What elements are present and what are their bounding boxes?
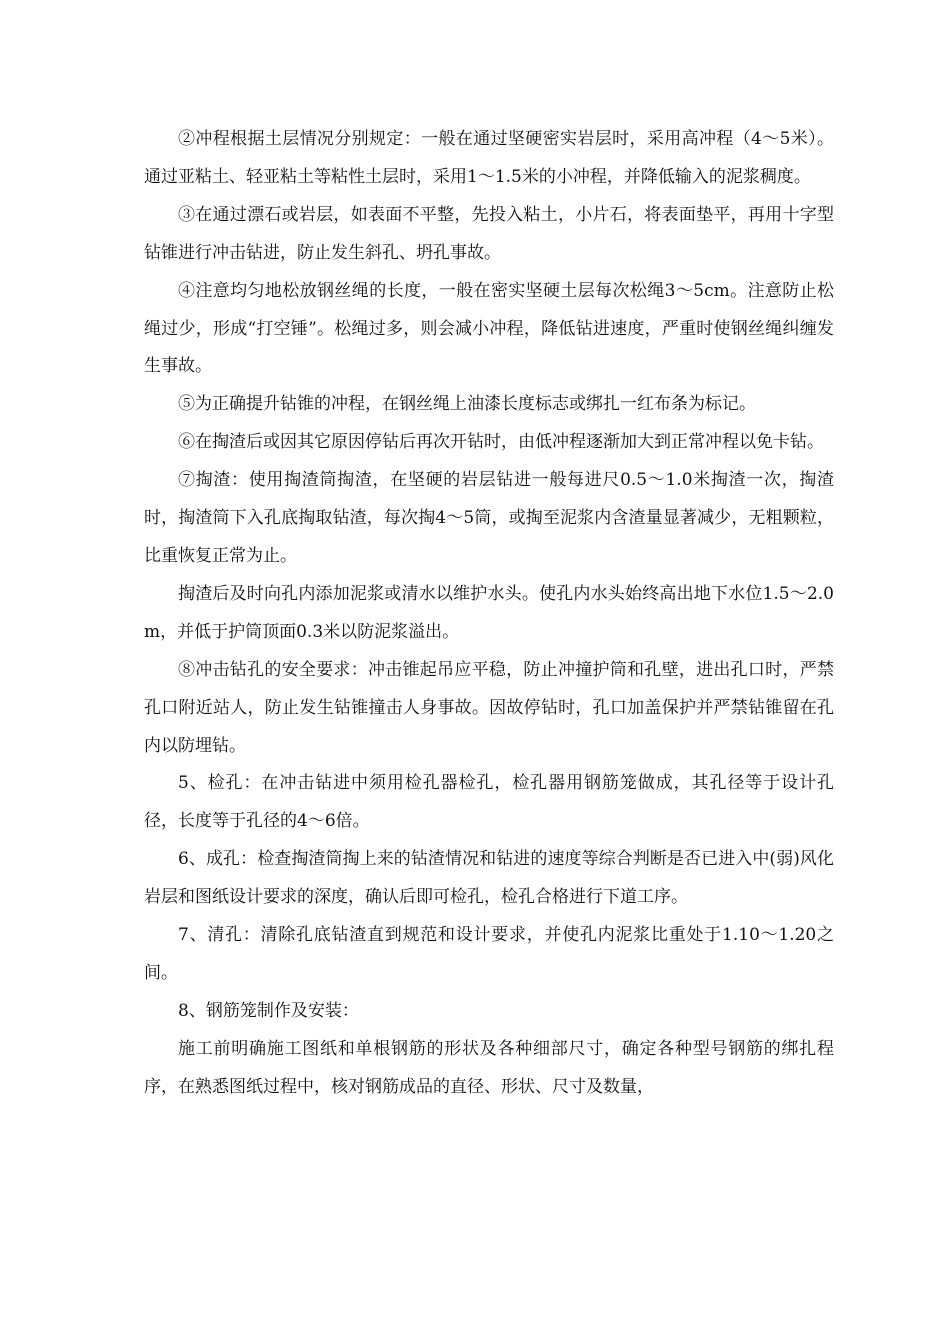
paragraph-boulder-layer: ③在通过漂石或岩层，如表面不平整，先投入粘土，小片石，将表面垫平，再用十字型钻锥进行冲击钻进，防止发生斜孔、坍孔事故。 xyxy=(144,204,834,263)
paragraph-hole-forming: 6、成孔：检查掏渣筒掏上来的钻渣情况和钻进的速度等综合判断是否已进入中(弱)风化岩层和图纸设计要求的深度，确认后即可检孔，检孔合格进行下道工序。 xyxy=(144,849,834,908)
paragraph-water-head: 掏渣后及时向孔内添加泥浆或清水以维护水头。使孔内水头始终高出地下水位1.5～2.0m，并低于护筒顶面0.3米以防泥浆溢出。 xyxy=(144,583,834,642)
paragraph-wire-rope-release: ④注意均匀地松放钢丝绳的长度，一般在密实坚硬土层每次松绳3～5cm。注意防止松绳过少，形成“打空锤”。松绳过多，则会减小冲程，降低钻进速度，严重时使钢丝绳纠缠发生事故。 xyxy=(144,280,834,377)
paragraph-restart-drilling: ⑥在掏渣后或因其它原因停钻后再次开钻时，由低冲程逐渐加大到正常冲程以免卡钻。 xyxy=(178,432,824,453)
paragraph-hole-cleaning: 7、清孔：清除孔底钻渣直到规范和设计要求，并使孔内泥浆比重处于1.10～1.20之间。 xyxy=(144,925,834,983)
paragraph-rebar-preparation: 施工前明确施工图纸和单根钢筋的形状及各种细部尺寸，确定各种型号钢筋的绑扎程序，在熟悉图纸过程中，核对钢筋成品的直径、形状、尺寸及数量， xyxy=(144,1038,834,1097)
paragraph-stroke-rules: ②冲程根据土层情况分别规定：一般在通过坚硬密实岩层时，采用高冲程（4～5米）。通过亚粘土、轻亚粘土等粘性土层时，采用1～1.5米的小冲程，并降低输入的泥浆稠度。 xyxy=(144,129,834,187)
paragraph-hole-inspection: 5、检孔：在冲击钻进中须用检孔器检孔，检孔器用钢筋笼做成，其孔径等于设计孔径，长度等于孔径的4～6倍。 xyxy=(144,773,834,832)
paragraph-safety-requirements: ⑧冲击钻孔的安全要求：冲击锥起吊应平稳，防止冲撞护筒和孔壁，进出孔口时，严禁孔口附近站人，防止发生钻锥撞击人身事故。因故停钻时，孔口加盖保护并严禁钻锥留在孔内以防埋钻。 xyxy=(144,659,834,756)
paragraph-stroke-marking: ⑤为正确提升钻锥的冲程，在钢丝绳上油漆长度标志或绑扎一红布条为标记。 xyxy=(178,394,756,415)
paragraph-slag-removal: ⑦掏渣：使用掏渣筒掏渣，在坚硬的岩层钻进一般每进尺0.5～1.0米掏渣一次，掏渣时，掏渣筒下入孔底掏取钻渣，每次掏4～5筒，或掏至泥浆内含渣量显著减少，无粗颗粒，比重恢复正常为止。 xyxy=(144,470,834,566)
document-body xyxy=(144,121,834,1107)
paragraph-rebar-cage-heading: 8、钢筋笼制作及安装： xyxy=(178,1000,359,1021)
